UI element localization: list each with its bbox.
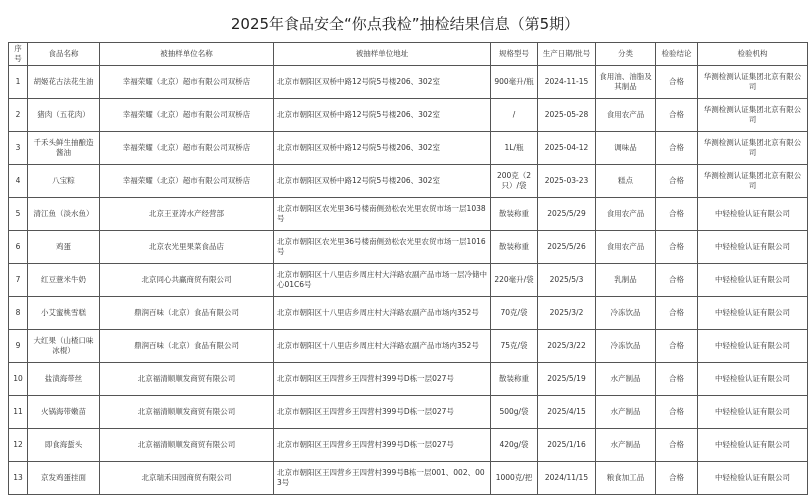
cell-category: 食用农产品: [596, 99, 656, 132]
cell-category: 糕点: [596, 165, 656, 198]
cell-date: 2025/3/2: [538, 297, 596, 330]
cell-address: 北京市朝阳区农光里36号楼南侧劲松农光里农贸市场一层1038号: [274, 198, 491, 231]
cell-food: 清江鱼（淡水鱼）: [28, 198, 100, 231]
cell-no: 5: [9, 198, 28, 231]
cell-food: 猪肉（五花肉）: [28, 99, 100, 132]
table-row: [9, 99, 808, 132]
cell-spec: 200克（2只）/袋: [491, 165, 538, 198]
cell-org: 华测检测认证集团北京有限公司: [698, 66, 808, 99]
cell-food: 千禾头鲜生抽酿造酱油: [28, 132, 100, 165]
cell-org: 中轻检验认证有限公司: [698, 363, 808, 396]
cell-unit: 北京福清顺顺发商贸有限公司: [100, 363, 274, 396]
cell-result: 合格: [656, 330, 698, 363]
cell-date: 2025-05-28: [538, 99, 596, 132]
cell-no: 2: [9, 99, 28, 132]
cell-org: 中轻检验认证有限公司: [698, 231, 808, 264]
table-row: [9, 462, 808, 495]
cell-category: 水产制品: [596, 396, 656, 429]
cell-address: 北京市朝阳区双桥中路12号院5号楼206、302室: [274, 99, 491, 132]
cell-category: 调味品: [596, 132, 656, 165]
cell-spec: 70克/袋: [491, 297, 538, 330]
cell-address: 北京市朝阳区王四营乡王四营村399号D栋一层027号: [274, 429, 491, 462]
cell-unit: 幸福荣耀（北京）超市有限公司双桥店: [100, 165, 274, 198]
header-no: 序号: [9, 43, 28, 66]
table-row: [9, 429, 808, 462]
cell-result: 合格: [656, 231, 698, 264]
table-row: [9, 363, 808, 396]
cell-address: 北京市朝阳区王四营乡王四营村399号D栋一层027号: [274, 363, 491, 396]
cell-no: 13: [9, 462, 28, 495]
cell-unit: 幸福荣耀（北京）超市有限公司双桥店: [100, 132, 274, 165]
cell-address: 北京市朝阳区双桥中路12号院5号楼206、302室: [274, 165, 491, 198]
cell-result: 合格: [656, 462, 698, 495]
cell-address: 北京市朝阳区双桥中路12号院5号楼206、302室: [274, 66, 491, 99]
cell-date: 2025/3/22: [538, 330, 596, 363]
cell-category: 水产制品: [596, 363, 656, 396]
cell-address: 北京市朝阳区十八里店乡周庄村大洋路农副产品市场内352号: [274, 330, 491, 363]
header-spec: 规格型号: [491, 43, 538, 66]
cell-no: 12: [9, 429, 28, 462]
cell-spec: 散装称重: [491, 231, 538, 264]
header-addr: 被抽样单位地址: [274, 43, 491, 66]
cell-org: 华测检测认证集团北京有限公司: [698, 99, 808, 132]
cell-food: 大红果（山楂口味冰棍）: [28, 330, 100, 363]
cell-address: 北京市朝阳区十八里店乡周庄村大洋路农副产品市场一层冷储中心01C6号: [274, 264, 491, 297]
cell-result: 合格: [656, 297, 698, 330]
cell-address: 北京市朝阳区农光里36号楼南侧劲松农光里农贸市场一层1016号: [274, 231, 491, 264]
cell-spec: 420g/袋: [491, 429, 538, 462]
table-row: [9, 66, 808, 99]
header-row: [9, 43, 808, 66]
cell-no: 4: [9, 165, 28, 198]
header-unit: 被抽样单位名称: [100, 43, 274, 66]
cell-food: 京发鸡蛋挂面: [28, 462, 100, 495]
cell-spec: 900毫升/瓶: [491, 66, 538, 99]
cell-no: 6: [9, 231, 28, 264]
cell-result: 合格: [656, 165, 698, 198]
cell-no: 1: [9, 66, 28, 99]
cell-date: 2025-03-23: [538, 165, 596, 198]
cell-category: 食用农产品: [596, 198, 656, 231]
cell-unit: 北京同心共赢商贸有限公司: [100, 264, 274, 297]
cell-spec: 1L/瓶: [491, 132, 538, 165]
cell-result: 合格: [656, 396, 698, 429]
table-row: [9, 165, 808, 198]
cell-address: 北京市朝阳区十八里店乡周庄村大洋路农副产品市场内352号: [274, 297, 491, 330]
cell-category: 粮食加工品: [596, 462, 656, 495]
cell-food: 八宝粽: [28, 165, 100, 198]
cell-org: 中轻检验认证有限公司: [698, 198, 808, 231]
cell-org: 中轻检验认证有限公司: [698, 264, 808, 297]
table-row: [9, 396, 808, 429]
cell-spec: /: [491, 99, 538, 132]
cell-unit: 北京农光里果菜食品店: [100, 231, 274, 264]
table-row: [9, 264, 808, 297]
results-table: [8, 42, 808, 495]
table-row: [9, 198, 808, 231]
cell-no: 11: [9, 396, 28, 429]
cell-date: 2025-04-12: [538, 132, 596, 165]
cell-result: 合格: [656, 429, 698, 462]
cell-address: 北京市朝阳区王四营乡王四营村399号D栋一层027号: [274, 396, 491, 429]
cell-unit: 鼎润百味（北京）食品有限公司: [100, 297, 274, 330]
cell-result: 合格: [656, 99, 698, 132]
cell-date: 2025/5/3: [538, 264, 596, 297]
cell-spec: 500g/袋: [491, 396, 538, 429]
cell-org: 华测检测认证集团北京有限公司: [698, 132, 808, 165]
cell-result: 合格: [656, 198, 698, 231]
header-category: 分类: [596, 43, 656, 66]
cell-org: 中轻检验认证有限公司: [698, 396, 808, 429]
cell-category: 冷冻饮品: [596, 297, 656, 330]
cell-unit: 幸福荣耀（北京）超市有限公司双桥店: [100, 66, 274, 99]
cell-category: 乳制品: [596, 264, 656, 297]
table-row: [9, 231, 808, 264]
header-food: 食品名称: [28, 43, 100, 66]
cell-no: 10: [9, 363, 28, 396]
cell-unit: 北京福清顺顺发商贸有限公司: [100, 429, 274, 462]
cell-unit: 北京瑞禾田园商贸有限公司: [100, 462, 274, 495]
cell-result: 合格: [656, 66, 698, 99]
cell-spec: 散装称重: [491, 198, 538, 231]
cell-spec: 散装称重: [491, 363, 538, 396]
cell-result: 合格: [656, 363, 698, 396]
header-date: 生产日期/批号: [538, 43, 596, 66]
cell-food: 火锅海带嫩苗: [28, 396, 100, 429]
cell-food: 小艾蜜桃雪糕: [28, 297, 100, 330]
cell-date: 2025/5/29: [538, 198, 596, 231]
header-org: 检验机构: [698, 43, 808, 66]
cell-no: 7: [9, 264, 28, 297]
cell-date: 2025/4/15: [538, 396, 596, 429]
cell-unit: 鼎润百味（北京）食品有限公司: [100, 330, 274, 363]
cell-unit: 幸福荣耀（北京）超市有限公司双桥店: [100, 99, 274, 132]
table-row: [9, 330, 808, 363]
cell-food: 盐渍海带丝: [28, 363, 100, 396]
cell-category: 水产制品: [596, 429, 656, 462]
cell-result: 合格: [656, 264, 698, 297]
cell-spec: 220毫升/袋: [491, 264, 538, 297]
cell-result: 合格: [656, 132, 698, 165]
cell-org: 中轻检验认证有限公司: [698, 297, 808, 330]
table-row: [9, 297, 808, 330]
cell-org: 华测检测认证集团北京有限公司: [698, 165, 808, 198]
cell-address: 北京市朝阳区王四营乡王四营村399号B栋一层001、002、003号: [274, 462, 491, 495]
cell-unit: 北京福清顺顺发商贸有限公司: [100, 396, 274, 429]
header-result: 检验结论: [656, 43, 698, 66]
cell-category: 食用农产品: [596, 231, 656, 264]
cell-category: 冷冻饮品: [596, 330, 656, 363]
cell-no: 8: [9, 297, 28, 330]
cell-food: 即食海蜇头: [28, 429, 100, 462]
cell-food: 红豆薏米牛奶: [28, 264, 100, 297]
cell-food: 鸡蛋: [28, 231, 100, 264]
cell-org: 中轻检验认证有限公司: [698, 462, 808, 495]
cell-spec: 1000克/把: [491, 462, 538, 495]
cell-category: 食用油、油脂及其制品: [596, 66, 656, 99]
cell-no: 3: [9, 132, 28, 165]
cell-unit: 北京王亚涛水产经营部: [100, 198, 274, 231]
cell-date: 2025/5/19: [538, 363, 596, 396]
cell-date: 2024-11-15: [538, 66, 596, 99]
cell-date: 2025/1/16: [538, 429, 596, 462]
cell-date: 2024/11/15: [538, 462, 596, 495]
cell-org: 中轻检验认证有限公司: [698, 330, 808, 363]
cell-food: 胡姬花古法花生油: [28, 66, 100, 99]
cell-date: 2025/5/26: [538, 231, 596, 264]
table-row: [9, 132, 808, 165]
cell-spec: 75克/袋: [491, 330, 538, 363]
page-title: 2025年食品安全“你点我检”抽检结果信息（第5期）: [230, 15, 580, 33]
cell-org: 中轻检验认证有限公司: [698, 429, 808, 462]
cell-address: 北京市朝阳区双桥中路12号院5号楼206、302室: [274, 132, 491, 165]
cell-no: 9: [9, 330, 28, 363]
